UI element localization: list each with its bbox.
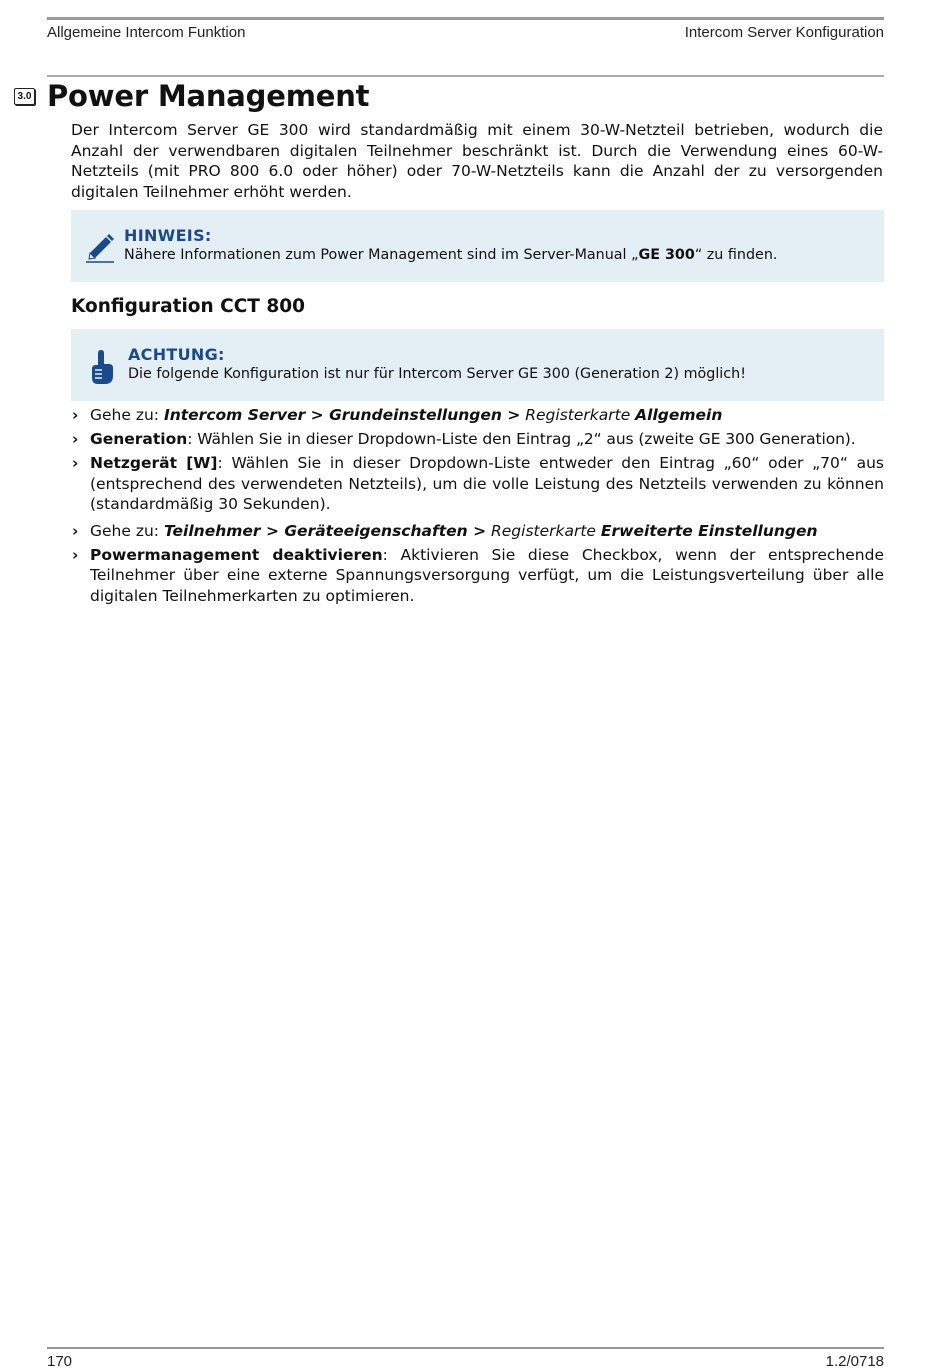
hint-box	[71, 210, 884, 282]
header-bottom-rule	[47, 75, 884, 77]
page-title: Power Management	[47, 79, 370, 113]
list-item: › Gehe zu: Teilnehmer > Geräteeigenschaften > Registerkarte Erweiterte Einstellungen	[72, 521, 818, 540]
version-badge: 3.0	[14, 88, 35, 105]
hint-text-bold: GE 300	[638, 247, 695, 263]
header-top-rule	[47, 17, 884, 20]
setting-name: Powermanagement deaktivieren	[90, 545, 383, 564]
chevron-icon: ›	[72, 545, 79, 564]
warning-label: ACHTUNG:	[128, 345, 225, 364]
menu-path: Teilnehmer > Geräteeigenschaften >	[163, 521, 487, 540]
footer-rule	[47, 1347, 884, 1349]
setting-name: Generation	[90, 430, 188, 448]
tab-name: Erweiterte Einstellungen	[600, 521, 818, 540]
list-item: › Powermanagement deaktivieren: Aktivieren Sie diese Checkbox, wenn der entsprechende Teilnehmer über eine externe Spannungsversorgung verfügt, um die Leistungsverteilung über alle digitalen Teilnehmerkarten zu optimieren.	[72, 545, 885, 605]
chevron-icon: ›	[72, 430, 79, 448]
setting-name: Netzgerät [W]	[90, 454, 218, 472]
hint-text: Nähere Informationen zum Power Management sind im Server-Manual „GE 300“ zu finden.	[124, 247, 778, 263]
list-item: › Gehe zu: Intercom Server > Grundeinstellungen > Registerkarte Allgemein	[72, 406, 723, 424]
warning-box	[71, 329, 884, 401]
instruction-list	[71, 405, 884, 610]
chevron-icon: ›	[72, 454, 79, 472]
menu-path: Intercom Server > Grundeinstellungen >	[163, 406, 521, 424]
intro-paragraph: Der Intercom Server GE 300 wird standardmäßig mit einem 30-W-Netzteil betrieben, wodurch die Anzahl der verwendbaren digitalen Teilnehmer beschränkt ist. Durch die Verwendung eines 60-W-Netzteils (mit PRO 800 6.0 oder höher) oder 70-W-Netzteils kann die Anzahl der zu versorgenden digitalen Teilnehmer erhöht werden.	[71, 121, 883, 201]
hint-label: HINWEIS:	[124, 226, 212, 245]
subsection-title: Konfiguration CCT 800	[71, 296, 305, 317]
page-number: 170	[47, 1353, 73, 1370]
header-chapter: Allgemeine Intercom Funktion	[47, 24, 246, 41]
tab-name: Allgemein	[635, 406, 723, 424]
document-version: 1.2/0718	[825, 1353, 884, 1370]
header-section: Intercom Server Konfiguration	[684, 24, 884, 41]
list-item: › Generation: Wählen Sie in dieser Dropdown-Liste den Eintrag „2“ aus (zweite GE 300 Generation).	[72, 430, 856, 448]
pencil-icon	[84, 229, 116, 267]
pointing-hand-icon	[89, 350, 115, 390]
list-item: › Netzgerät [W]: Wählen Sie in dieser Dropdown-Liste entweder den Eintrag „60“ oder „70“ aus (entsprechend des verwendeten Netzteils), um die volle Leistung des Netzteils verwenden zu können (standardmäßig 30 Sekunden).	[72, 454, 885, 513]
chevron-icon: ›	[72, 406, 79, 424]
chevron-icon: ›	[72, 521, 79, 540]
warning-text: Die folgende Konfiguration ist nur für Intercom Server GE 300 (Generation 2) möglich!	[128, 366, 746, 382]
